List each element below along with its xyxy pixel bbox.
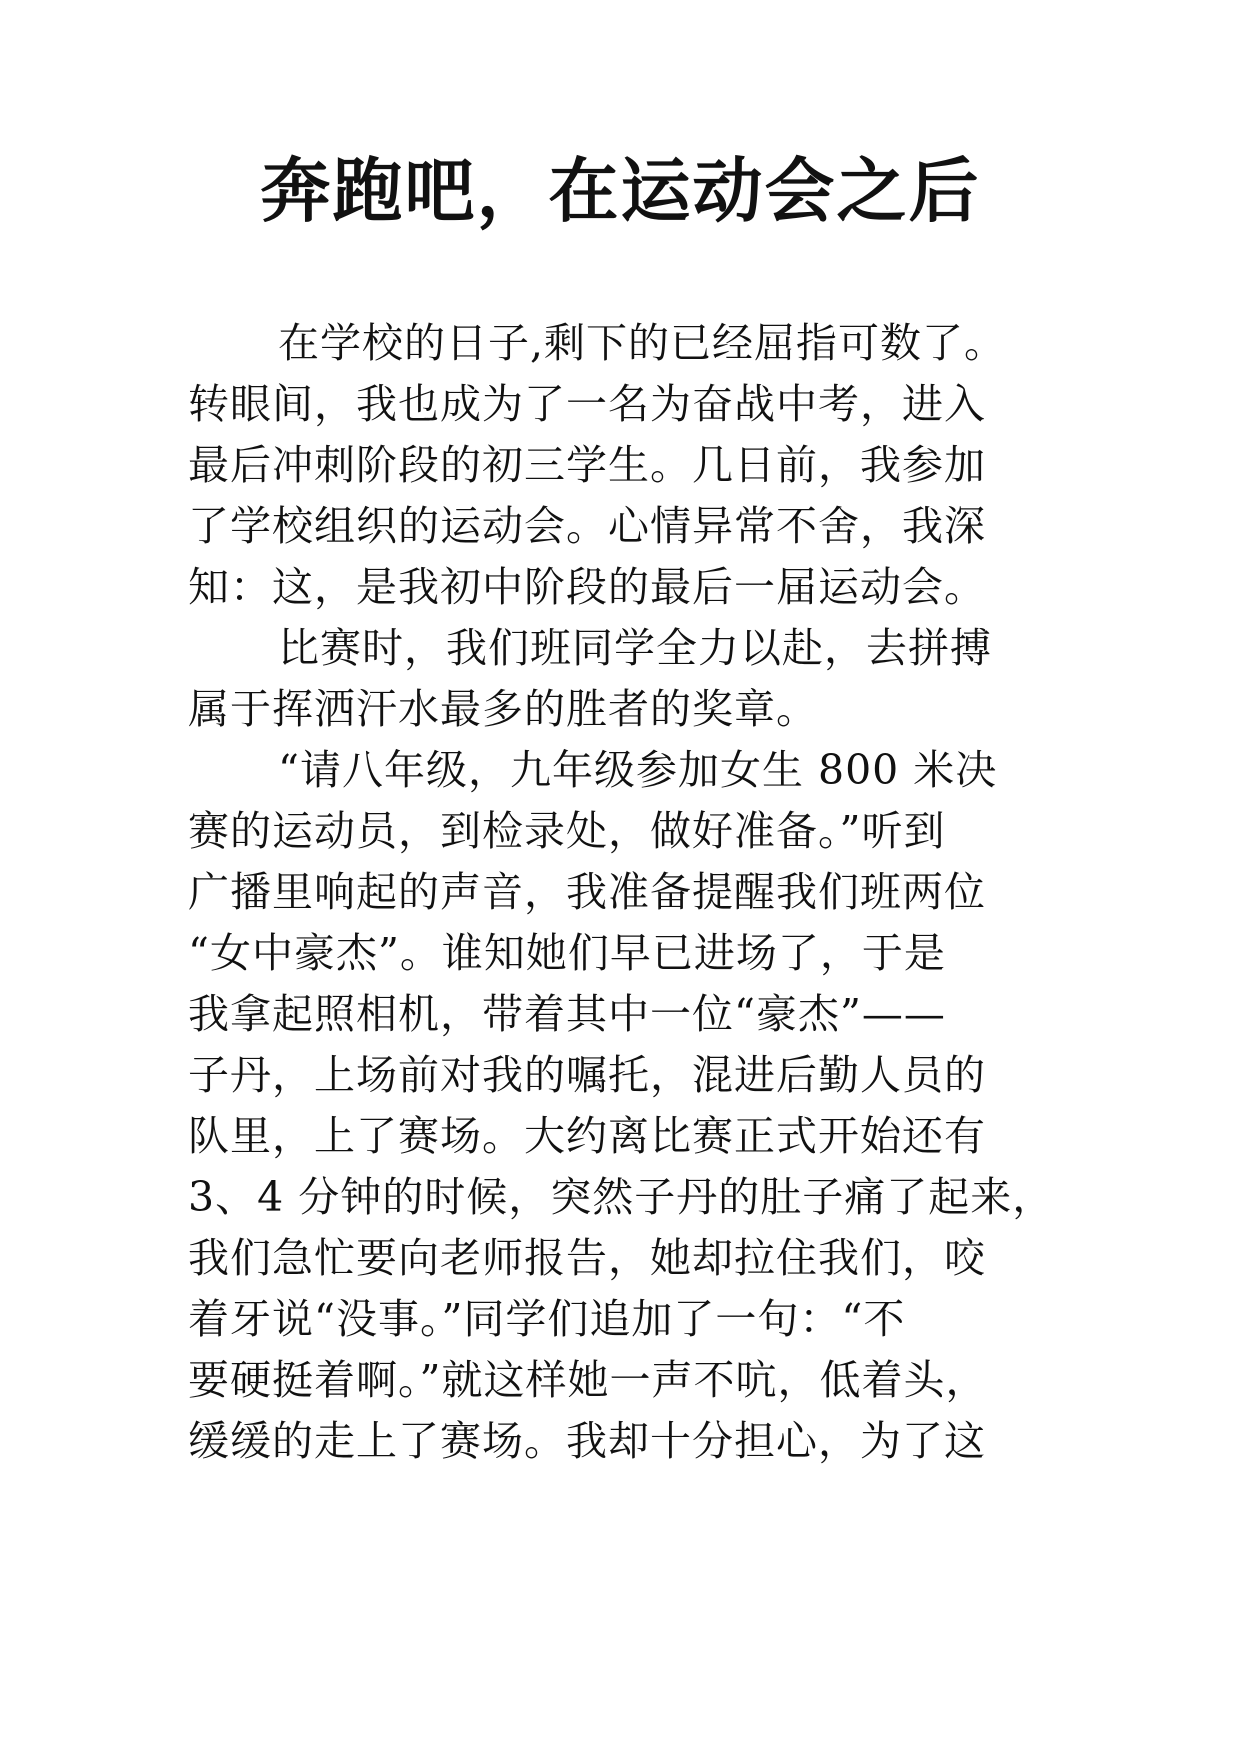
paragraph-line: 着牙说“没事。”同学们追加了一句：“不 (188, 1295, 906, 1343)
paragraph-line: 在学校的日子,剩下的已经屈指可数了。 (278, 319, 1007, 367)
paragraph-line: 了学校组织的运动会。心情异常不舍，我深 (188, 502, 986, 550)
document-title: 奔跑吧，在运动会之后 (260, 150, 981, 232)
paragraph-line: 要硬挺着啊。”就这样她一声不吭，低着头， (188, 1356, 988, 1404)
paragraph-line: 子丹，上场前对我的嘱托，混进后勤人员的 (188, 1051, 986, 1099)
paragraph-line: 3、4 分钟的时候，突然子丹的肚子痛了起来， (188, 1173, 1055, 1221)
paragraph-line: 缓缓的走上了赛场。我却十分担心，为了这 (188, 1417, 986, 1465)
paragraph-line: 我拿起照相机，带着其中一位“豪杰”—— (188, 990, 946, 1038)
paragraph-line: 队里，上了赛场。大约离比赛正式开始还有 (188, 1112, 986, 1160)
paragraph-line: 我们急忙要向老师报告，她却拉住我们，咬 (188, 1234, 986, 1282)
paragraph-line: 赛的运动员，到检录处，做好准备。”听到 (188, 807, 946, 855)
paragraph-line: 转眼间，我也成为了一名为奋战中考，进入 (188, 380, 986, 428)
paragraph-line: 比赛时，我们班同学全力以赴，去拼搏 (278, 624, 992, 672)
paragraph-line: 广播里响起的声音，我准备提醒我们班两位 (188, 868, 986, 916)
paragraph-line: 属于挥洒汗水最多的胜者的奖章。 (188, 685, 818, 733)
paragraph-line: 知：这，是我初中阶段的最后一届运动会。 (188, 563, 986, 611)
document-body (188, 313, 1068, 1472)
paragraph-line: “请八年级，九年级参加女生 800 米决 (278, 746, 998, 794)
paragraph-line: “女中豪杰”。谁知她们早已进场了，于是 (188, 929, 946, 977)
paragraph-line: 最后冲刺阶段的初三学生。几日前，我参加 (188, 441, 986, 489)
